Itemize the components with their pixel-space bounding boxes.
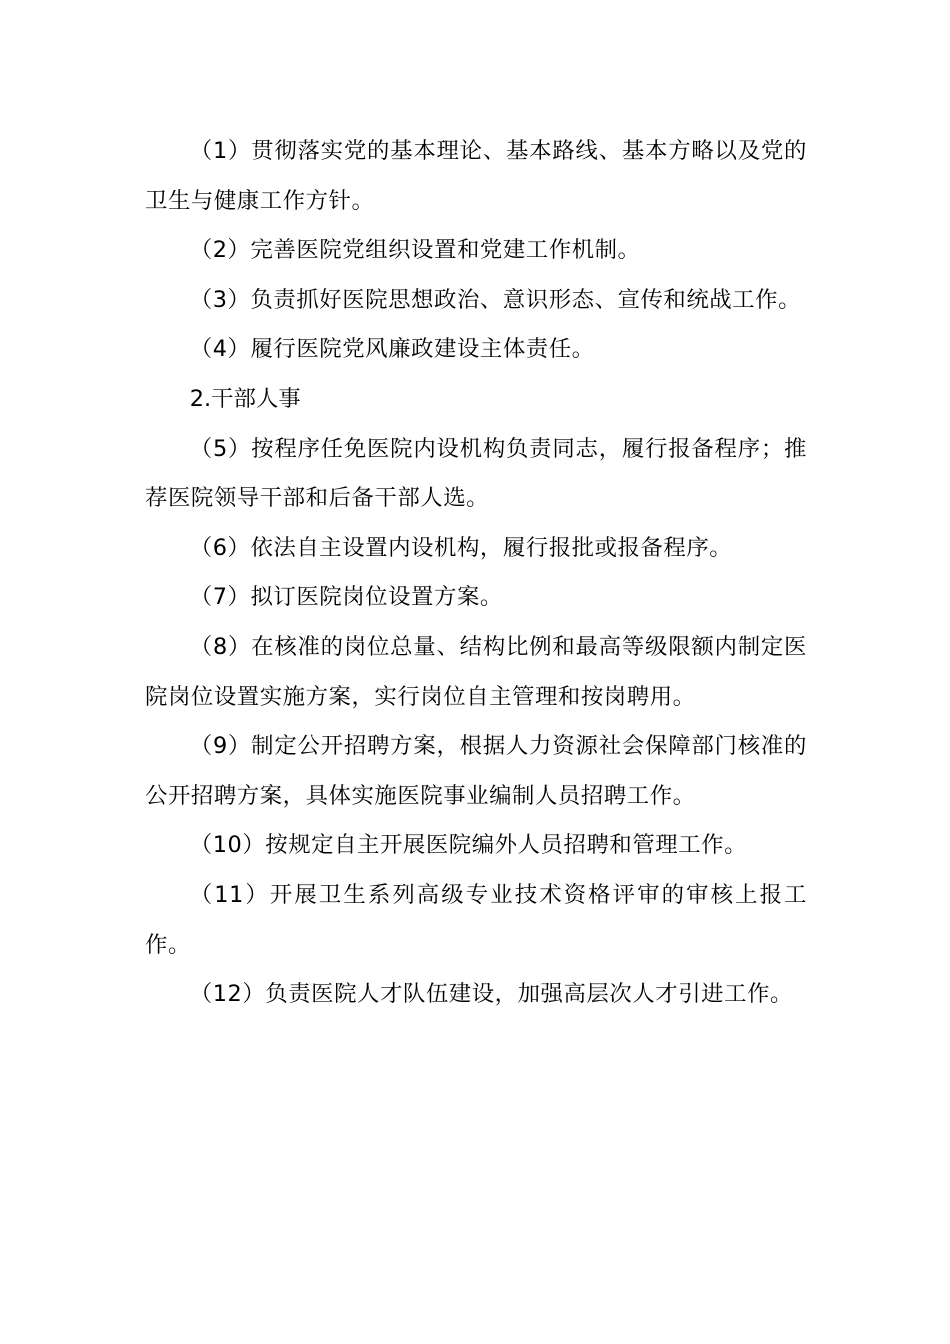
paragraph-item-9: （9）制定公开招聘方案，根据人力资源社会保障部门核准的公开招聘方案，具体实施医院事业编制人员招聘工作。 — [145, 733, 807, 809]
paragraph-item-2: （2）完善医院党组织设置和党建工作机制。 — [189, 237, 641, 264]
paragraph-item-3: （3）负责抓好医院思想政治、意识形态、宣传和统战工作。 — [189, 286, 802, 313]
paragraph-item-11: （11）开展卫生系列高级专业技术资格评审的审核上报工作。 — [145, 881, 807, 958]
section-heading-cadre-personnel: 2.干部人事 — [189, 385, 301, 412]
paragraph-item-10: （10）按规定自主开展医院编外人员招聘和管理工作。 — [189, 832, 748, 859]
paragraph-item-8: （8）在核准的岗位总量、结构比例和最高等级限额内制定医院岗位设置实施方案，实行岗位自主管理和按岗聘用。 — [145, 633, 807, 710]
paragraph-item-4: （4）履行医院党风廉政建设主体责任。 — [189, 336, 595, 363]
paragraph-item-6: （6）依法自主设置内设机构，履行报批或报备程序。 — [189, 534, 733, 561]
paragraph-item-5: （5）按程序任免医院内设机构负责同志，履行报备程序；推荐医院领导干部和后备干部人选。 — [145, 435, 807, 512]
document-body — [145, 127, 807, 1020]
paragraph-item-1: （1）贯彻落实党的基本理论、基本路线、基本方略以及党的卫生与健康工作方针。 — [145, 138, 807, 214]
paragraph-item-7: （7）拟订医院岗位设置方案。 — [189, 584, 503, 611]
paragraph-item-12: （12）负责医院人才队伍建设，加强高层次人才引进工作。 — [189, 981, 793, 1008]
